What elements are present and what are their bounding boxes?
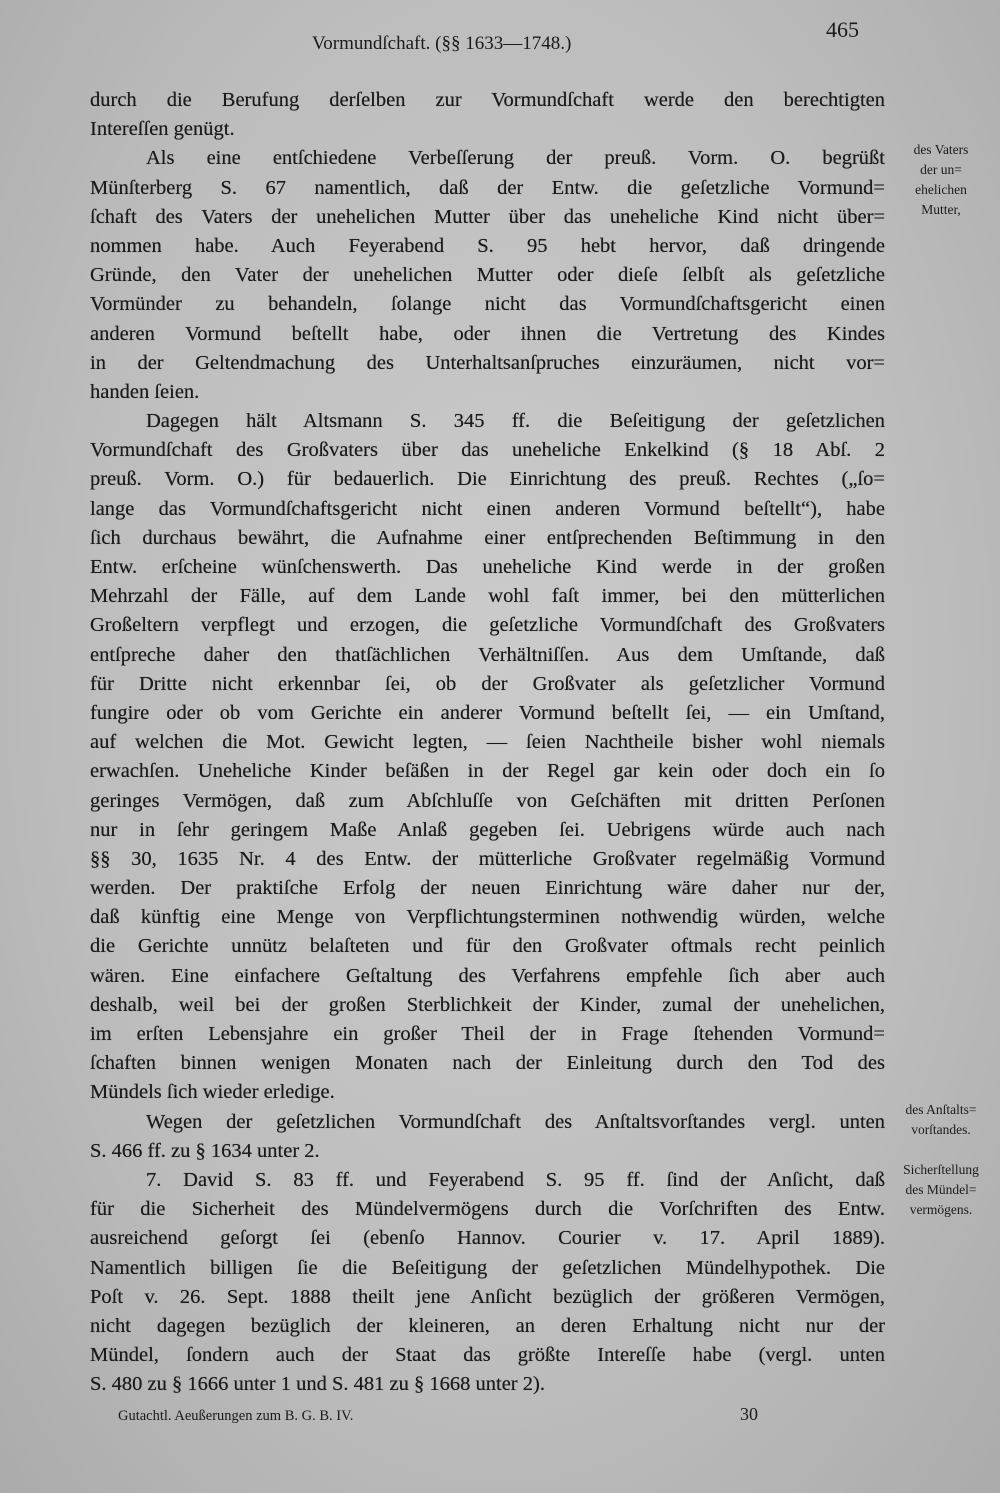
text-line: fungire oder ob vom Gerichte ein anderer Vormund beſtellt ſei, — ein Umſtand, xyxy=(90,701,885,724)
text-line: 7. David S. 83 ff. und Feyerabend S. 95 ff. ſind der Anſicht, daß xyxy=(146,1168,885,1191)
text-line: ſchaft des Vaters der unehelichen Mutter über das uneheliche Kind nicht über= xyxy=(90,205,885,228)
text-line: preuß. Vorm. O.) für bedauerlich. Die Einrichtung des preuß. Rechtes („ſo= xyxy=(90,468,885,491)
text-line: die Gerichte unnütz belaſteten und für den Großvater oftmals recht peinlich xyxy=(90,935,885,958)
text-line: werden. Der praktiſche Erfolg der neuen Einrichtung wäre daher nur der, xyxy=(90,877,885,900)
text-line: im erſten Lebensjahre ein großer Theil der in Frage ſtehenden Vormund= xyxy=(90,1023,885,1045)
margin-note-line: Mutter, xyxy=(921,202,961,217)
margin-note-line: Sicherſtellung xyxy=(903,1162,979,1177)
margin-note-sicherstellung xyxy=(886,1160,996,1220)
text-line: Gründe, den Vater der unehelichen Mutter oder dieſe ſelbſt als geſetzliche xyxy=(90,264,885,287)
text-line: Entw. erſcheine wünſchenswerth. Das uneheliche Kind werde in der großen xyxy=(90,556,885,578)
text-line: entſpreche daher den thatſächlichen Verhältniſſen. Aus dem Umſtande, daß xyxy=(90,643,885,666)
text-line: S. 480 zu § 1666 unter 1 und S. 481 zu § 1668 unter 2). xyxy=(90,1373,545,1396)
margin-note-line: ehelichen xyxy=(915,182,967,197)
text-line: Intereſſen genügt. xyxy=(90,118,235,141)
text-line: anderen Vormund beſtellt habe, oder ihnen die Vertretung des Kindes xyxy=(90,322,885,345)
margin-note-line: vermögens. xyxy=(909,1202,973,1217)
text-line: geringes Vermögen, daß zum Abſchluſſe von Geſchäften mit dritten Perſonen xyxy=(90,789,885,812)
text-line: für Dritte nicht erkennbar ſei, ob der Großvater als geſetzlicher Vormund xyxy=(90,672,885,695)
text-line: §§ 30, 1635 Nr. 4 des Entw. der mütterliche Großvater regelmäßig Vormund xyxy=(90,847,885,870)
text-line: erwachſen. Uneheliche Kinder beſäßen in der Regel gar kein oder doch ein ſo xyxy=(90,760,885,783)
text-line: Mehrzahl der Fälle, auf dem Lande wohl faſt immer, bei den mütterlichen xyxy=(90,585,885,608)
margin-note-vaters xyxy=(886,140,996,220)
text-line: durch die Berufung derſelben zur Vormundſchaft werde den berechtigten xyxy=(90,89,885,111)
text-line: S. 466 ff. zu § 1634 unter 2. xyxy=(90,1139,320,1162)
text-line: in der Geltendmachung des Unterhaltsanſpruches einzuräumen, nicht vor= xyxy=(90,351,885,374)
margin-note-line: der un= xyxy=(920,162,962,177)
text-line: Mündels ſich wieder erledige. xyxy=(90,1081,335,1104)
margin-note-line: vorſtandes. xyxy=(911,1122,971,1137)
body-text xyxy=(90,86,885,1399)
text-line: auf welchen die Mot. Gewicht legten, — ſeien Nachtheile bisher wohl niemals xyxy=(90,731,885,754)
text-line: Dagegen hält Altsmann S. 345 ff. die Beſeitigung der geſetzlichen xyxy=(146,410,885,433)
text-line: daß künftig eine Menge von Verpflichtungsterminen nothwendig würden, welche xyxy=(90,906,885,929)
text-line: lange das Vormundſchaftsgericht nicht einen anderen Vormund beſtellt“), habe xyxy=(90,497,885,520)
text-line: Wegen der geſetzlichen Vormundſchaft des Anſtaltsvorſtandes vergl. unten xyxy=(146,1110,885,1133)
text-line: Vormundſchaft des Großvaters über das uneheliche Enkelkind (§ 18 Abſ. 2 xyxy=(90,439,885,462)
text-line: Großeltern verpflegt und erzogen, die geſetzliche Vormundſchaft des Großvaters xyxy=(90,614,885,637)
text-line: nur in ſehr geringem Maße Anlaß gegeben ſei. Uebrigens würde auch nach xyxy=(90,818,885,841)
text-line: Münſterberg S. 67 namentlich, daß der Entw. die geſetzliche Vormund= xyxy=(90,176,885,199)
footer-signature: Gutachtl. Aeußerungen zum B. G. B. IV. xyxy=(118,1408,354,1424)
text-line: deshalb, weil bei der großen Sterblichkeit der Kinder, zumal der unehelichen, xyxy=(90,993,885,1016)
margin-note-line: des Vaters xyxy=(913,142,969,157)
text-line: Poſt v. 26. Sept. 1888 theilt jene Anſicht bezüglich der größeren Vermögen, xyxy=(90,1285,885,1308)
text-line: für die Sicherheit des Mündelvermögens durch die Vorſchriften des Entw. xyxy=(90,1198,885,1221)
running-title: Vormundſchaft. (§§ 1633—1748.) xyxy=(312,33,572,54)
margin-note-line: des Mündel= xyxy=(905,1182,977,1197)
margin-note-anstaltsvorstandes xyxy=(886,1100,996,1140)
text-line: nommen habe. Auch Feyerabend S. 95 hebt hervor, daß dringende xyxy=(90,234,885,257)
text-line: Mündel, ſondern auch der Staat das größte Intereſſe habe (vergl. unten xyxy=(90,1344,885,1367)
text-line: nicht dagegen bezüglich der kleineren, an deren Erhaltung nicht nur der xyxy=(90,1314,885,1337)
text-line: handen ſeien. xyxy=(90,380,200,403)
text-line: Als eine entſchiedene Verbeſſerung der preuß. Vorm. O. begrüßt xyxy=(146,147,885,170)
footer-sheet-number: 30 xyxy=(740,1404,758,1424)
text-line: ausreichend geſorgt ſei (ebenſo Hannov. Courier v. 17. April 1889). xyxy=(90,1227,885,1250)
text-line: wären. Eine einfachere Geſtaltung des Verfahrens empfehle ſich aber auch xyxy=(90,964,885,987)
margin-note-line: des Anſtalts= xyxy=(905,1102,977,1117)
page-number: 465 xyxy=(826,17,859,42)
text-line: Namentlich billigen ſie die Beſeitigung der geſetzlichen Mündelhypothek. Die xyxy=(90,1256,885,1279)
text-line: Vormünder zu behandeln, ſolange nicht das Vormundſchaftsgericht einen xyxy=(90,293,885,316)
text-line: ſich durchaus bewährt, die Aufnahme einer entſprechenden Beſtimmung in den xyxy=(90,526,885,549)
text-line: ſchaften binnen wenigen Monaten nach der Einleitung durch den Tod des xyxy=(90,1052,885,1075)
